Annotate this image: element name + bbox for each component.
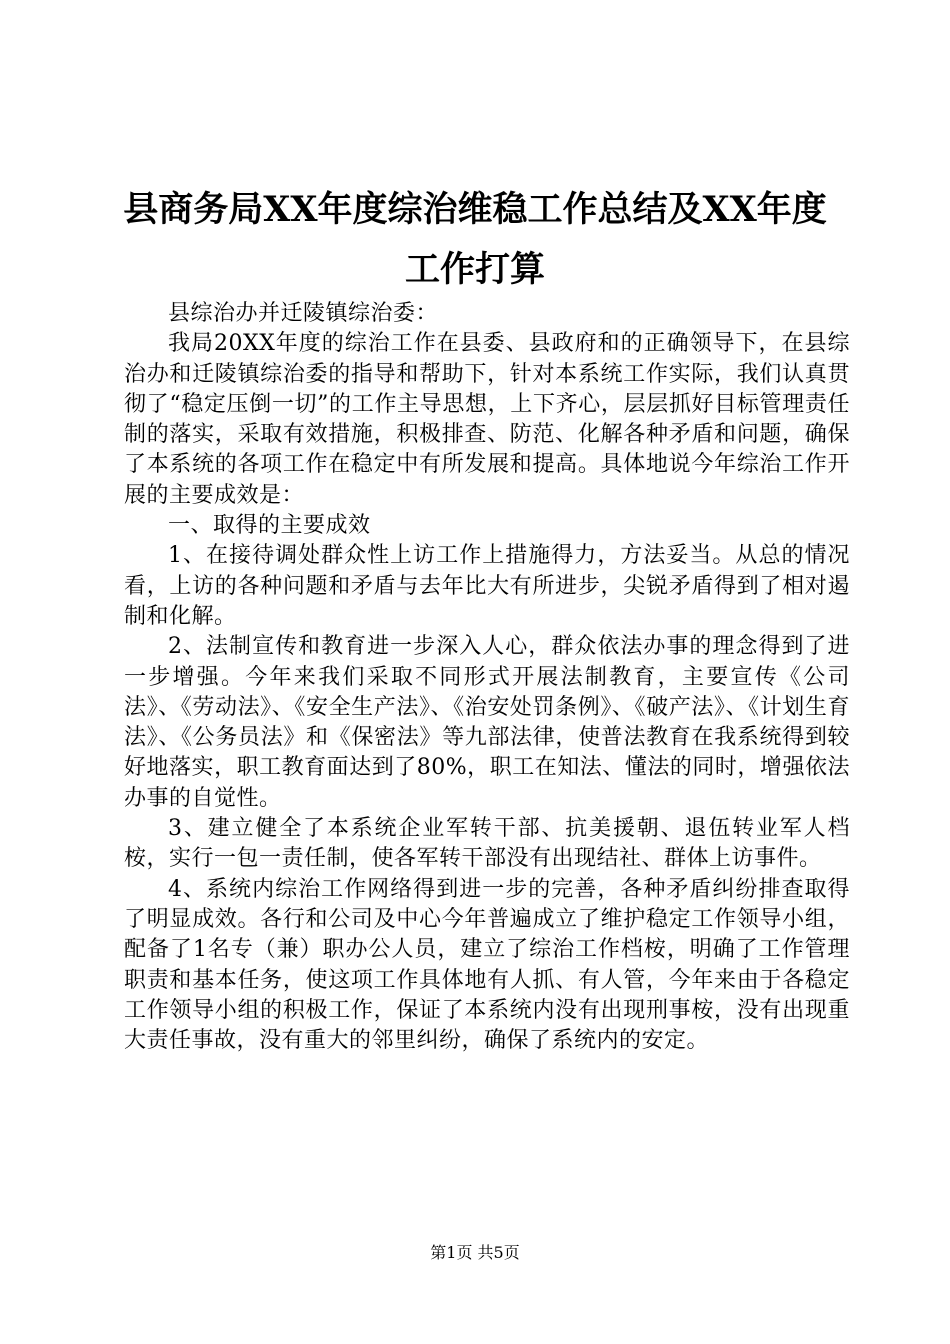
page-footer: 第1页 共5页 — [430, 1243, 520, 1262]
document-title-line-1: 县商务局XX年度综治维稳工作总结及XX年度 — [123, 189, 827, 230]
section-heading: 一、取得的主要成效 — [168, 513, 371, 539]
body-paragraph: 1、在接待调处群众性上访工作上措施得力，方法妥当。从总的情况看，上访的各种问题和矛盾与去年比大有所进步，尖锐矛盾得到了相对遏制和化解。 — [124, 543, 850, 629]
salutation: 县综治办并迁陵镇综治委： — [168, 301, 439, 326]
body-paragraph: 3、建立健全了本系统企业军转干部、抗美援朝、退伍转业军人档桉，实行一包一责任制，使各军转干部没有出现结社、群体上访事件。 — [124, 816, 850, 872]
body-paragraph: 我局20XX年度的综治工作在县委、县政府和的正确领导下，在县综治办和迁陵镇综治委的指导和帮助下，针对本系统工作实际，我们认真贯彻了“稳定压倒一切”的工作主导思想，上下齐心，层层抓好目标管理责任制的落实，采取有效措施，积极排查、防范、化解各种矛盾和问题，确保了本系统的各项工作在稳定中有所发展和提高。具体地说今年综治工作开展的主要成效是： — [124, 331, 850, 508]
body-paragraph: 4、系统内综治工作网络得到进一步的完善，各种矛盾纠纷排查取得了明显成效。各行和公司及中心今年普遍成立了维护稳定工作领导小组，配备了1名专（兼）职办公人员，建立了综治工作档桉，明确了工作管理职责和基本任务，使这项工作具体地有人抓、有人管，今年来由于各稳定工作领导小组的积极工作，保证了本系统内没有出现刑事桉，没有出现重大责任事故，没有重大的邻里纠纷，确保了系统内的安定。 — [124, 876, 850, 1054]
body-paragraph: 2、法制宣传和教育进一步深入人心，群众依法办事的理念得到了进一步增强。今年来我们采取不同形式开展法制教育，主要宣传《公司法》、《劳动法》、《安全生产法》、《治安处罚条例》、《破产法》、《计划生育法》、《公务员法》和《保密法》等九部法律，使普法教育在我系统得到较好地落实，职工教育面达到了80%，职工在知法、懂法的同时，增强依法办事的自觉性。 — [124, 634, 850, 811]
document-body — [124, 299, 850, 1056]
document-title-line-2: 工作打算 — [404, 249, 545, 290]
